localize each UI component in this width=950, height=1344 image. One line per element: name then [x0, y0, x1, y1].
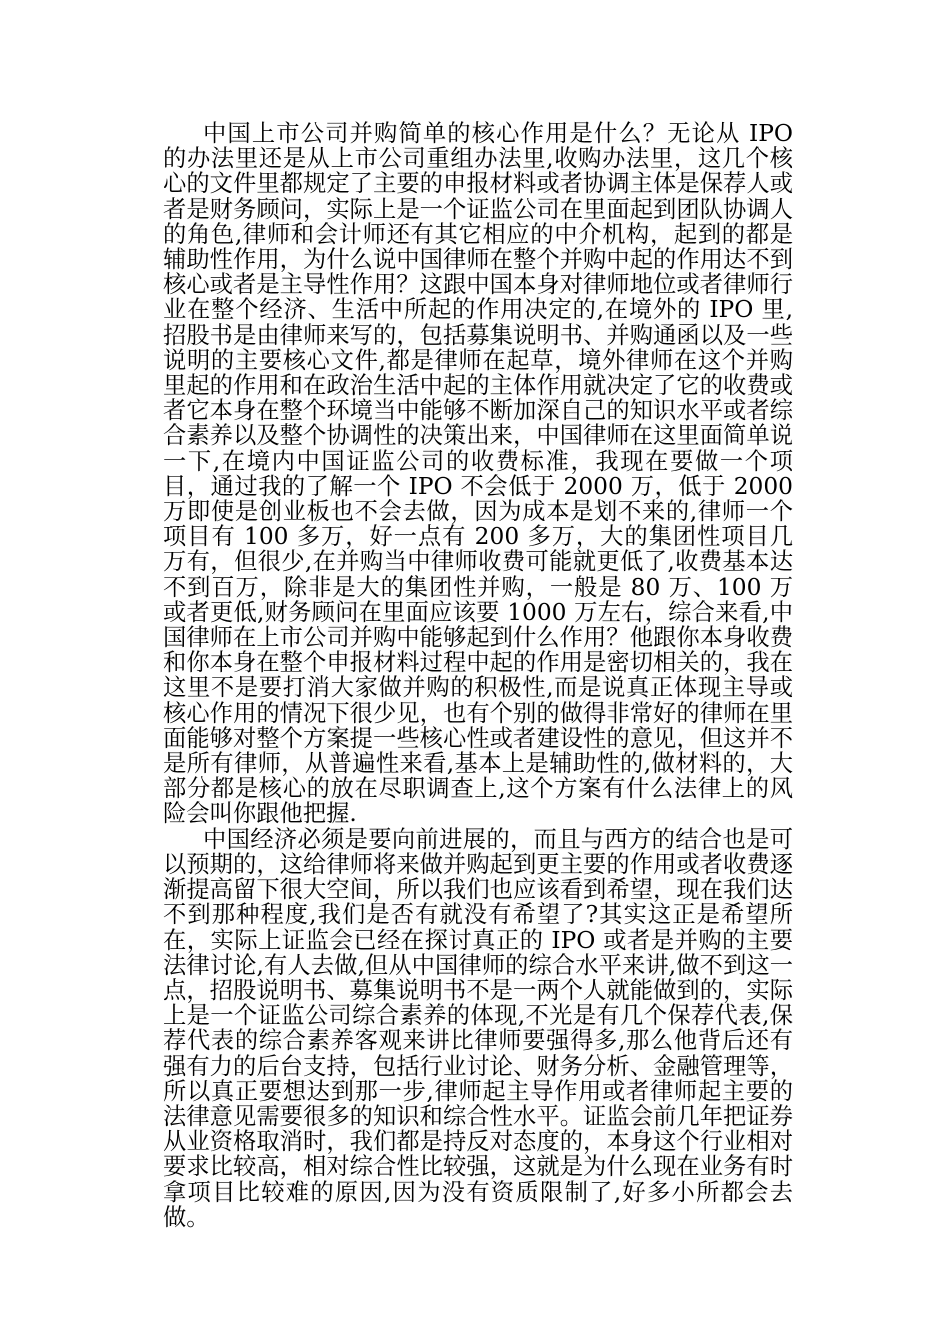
paragraph-2: 中国经济必须是要向前进展的，而且与西方的结合也是可以预期的，这给律师将来做并购起到更主要的作用或者收费逐渐提高留下很大空间，所以我们也应该看到希望，现在我们达不到那种程度,我们是否有就没有希望了?其实这正是希望所在，实际上证监会已经在探讨真正的 IPO 或者是并购的主要法律讨论,有人去做,但从中国律师的综合水平来讲,做不到这一点，招股说明书、募集说明书不是一两个人就能做到的，实际上是一个证监公司综合素养的体现,不光是有几个保荐代表,保荐代表的综合素养客观来讲比律师要强得多,那么他背后还有强有力的后台支持，包括行业讨论、财务分析、金融管理等，所以真正要想达到那一步,律师起主导作用或者律师起主要的法律意见需要很多的知识和综合性水平。证监会前几年把证券从业资格取消时，我们都是持反对态度的，本身这个行业相对要求比较高，相对综合性比较强，这就是为什么现在业务有时拿项目比较难的原因,因为没有资质限制了,好多小所都会去做。 — [163, 825, 793, 1231]
paragraph-1: 中国上市公司并购简单的核心作用是什么？无论从 IPO 的办法里还是从上市公司重组办法里,收购办法里，这几个核心的文件里都规定了主要的申报材料或者协调主体是保荐人或者是财务顾问，实际上是一个证监公司在里面起到团队协调人的角色,律师和会计师还有其它相应的中介机构，起到的都是辅助性作用，为什么说中国律师在整个并购中起的作用达不到核心或者是主导性作用？这跟中国本身对律师地位或者律师行业在整个经济、生活中所起的作用决定的,在境外的 IPO 里,招股书是由律师来写的，包括募集说明书、并购通函以及一些说明的主要核心文件,都是律师在起草，境外律师在这个并购里起的作用和在政治生活中起的主体作用就决定了它的收费或者它本身在整个环境当中能够不断加深自己的知识水平或者综合素养以及整个协调性的决策出来，中国律师在这里面简单说一下,在境内中国证监公司的收费标准，我现在要做一个项目，通过我的了解一个 IPO 不会低于 2000 万，低于 2000 万即使是创业板也不会去做，因为成本是划不来的,律师一个项目有 100 多万，好一点有 200 多万，大的集团性项目几万有，但很少,在并购当中律师收费可能就更低了,收费基本达不到百万，除非是大的集团性并购，一般是 80 万、100 万或者更低,财务顾问在里面应该要 1000 万左右，综合来看,中国律师在上市公司并购中能够起到什么作用？他跟你本身收费和你本身在整个申报材料过程中起的作用是密切相关的，我在这里不是要打消大家做并购的积极性,而是说真正体现主导或核心作用的情况下很少见，也有个别的做得非常好的律师在里面能够对整个方案提一些核心性或者建设性的意见，但这并不是所有律师，从普遍性来看,基本上是辅助性的,做材料的，大部分都是核心的放在尽职调查上,这个方案有什么法律上的风险会叫你跟他把握. — [163, 120, 793, 828]
document-body — [163, 121, 793, 1230]
